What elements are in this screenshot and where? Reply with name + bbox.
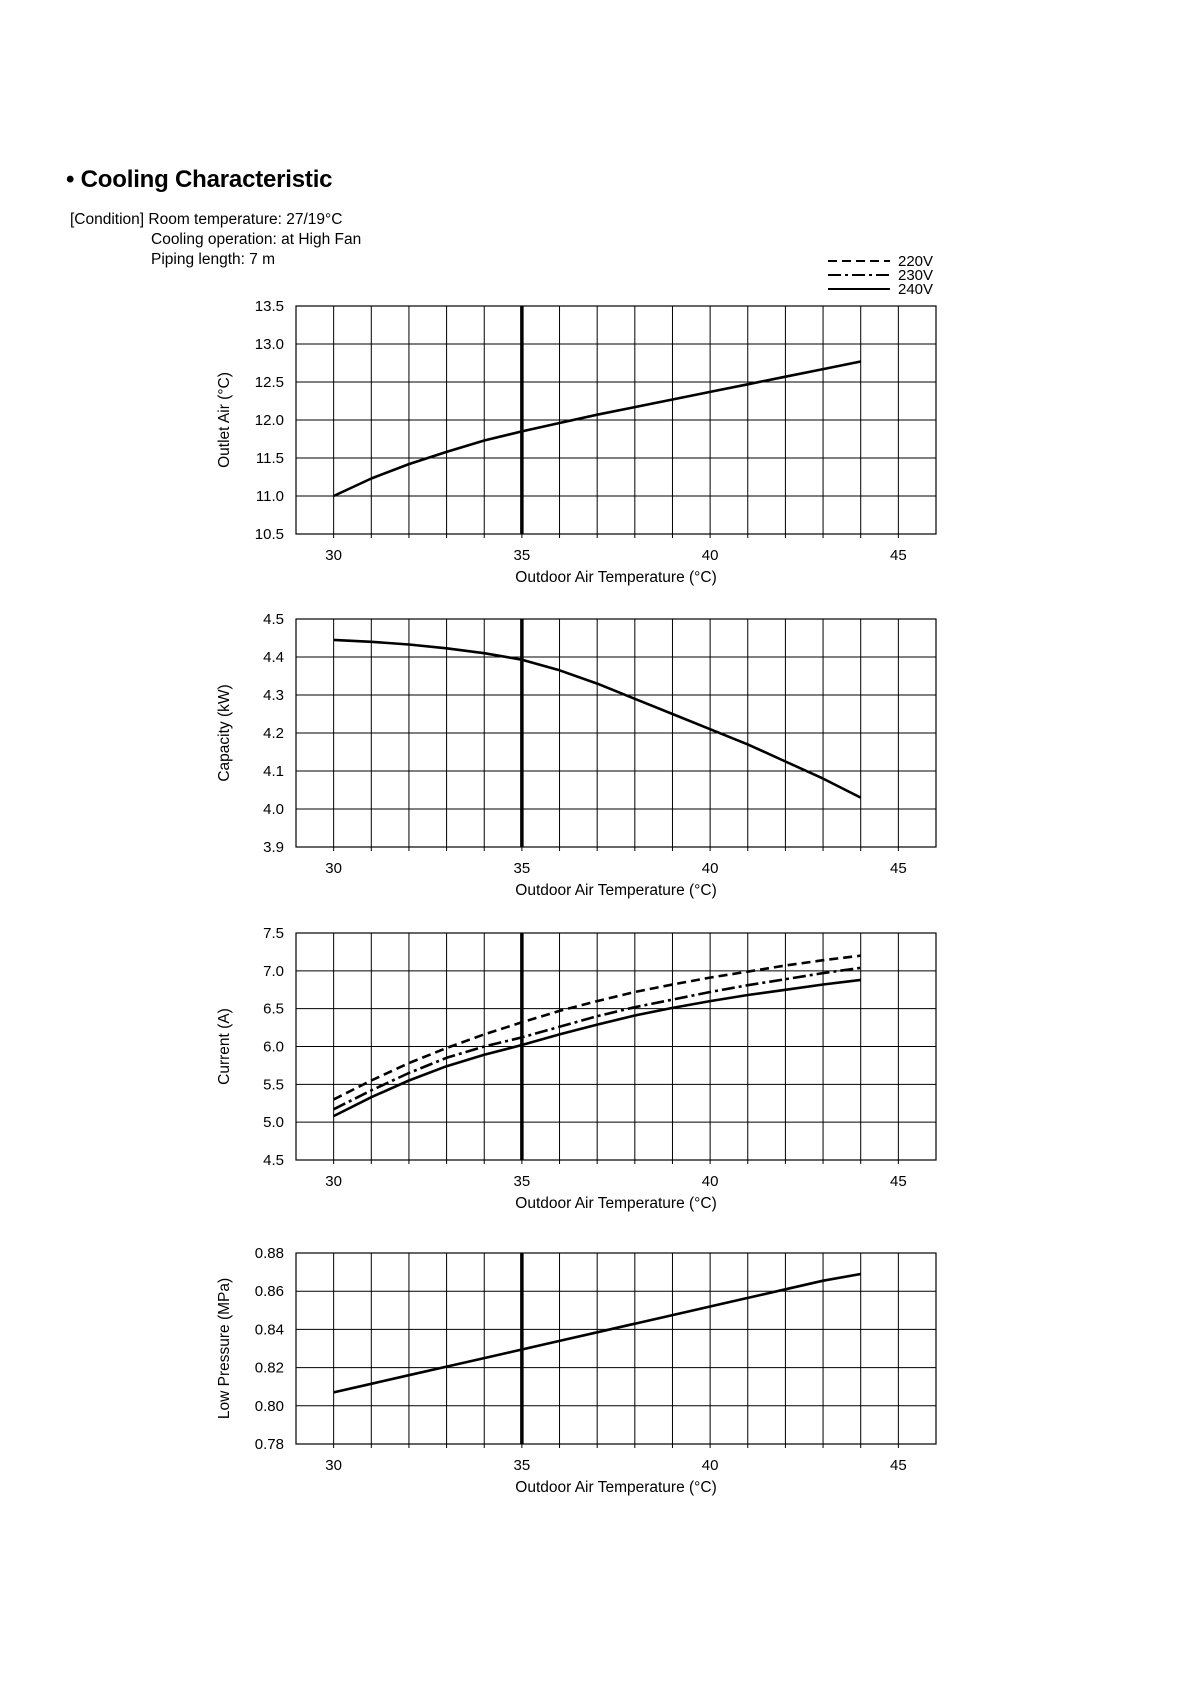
x-tick-label: 30 — [325, 860, 342, 877]
chart-1 — [216, 298, 936, 586]
x-tick-label: 30 — [325, 1457, 342, 1474]
x-tick-label: 45 — [890, 547, 907, 564]
y-tick-label: 6.5 — [263, 1000, 284, 1018]
y-tick-label: 4.4 — [263, 649, 284, 666]
y-tick-label: 0.86 — [254, 1283, 284, 1301]
y-tick-label: 12.0 — [254, 412, 284, 429]
chart-2 — [216, 611, 936, 899]
chart-3 — [216, 925, 936, 1212]
y-axis-label: Outlet Air (°C) — [216, 372, 233, 468]
y-tick-label: 0.84 — [254, 1321, 284, 1339]
y-tick-label: 6.0 — [263, 1038, 284, 1056]
legend-label-220v: 220V — [898, 253, 934, 270]
y-tick-label: 11.0 — [255, 488, 284, 505]
x-tick-label: 30 — [325, 547, 342, 564]
x-tick-label: 35 — [513, 1173, 531, 1190]
x-tick-label: 40 — [701, 547, 719, 564]
x-tick-label: 45 — [890, 860, 907, 877]
y-tick-label: 5.0 — [263, 1114, 284, 1132]
x-axis-label: Outdoor Air Temperature (°C) — [515, 1195, 717, 1212]
condition-room-temperature: [Condition] Room temperature: 27/19°C — [70, 211, 343, 228]
y-tick-label: 7.0 — [263, 962, 284, 980]
page-title: • Cooling Characteristic — [66, 166, 333, 193]
x-tick-label: 35 — [513, 1457, 531, 1474]
plot-frame — [296, 1253, 936, 1444]
y-tick-label: 13.5 — [254, 298, 284, 315]
y-tick-label: 4.3 — [263, 687, 284, 704]
x-axis-label: Outdoor Air Temperature (°C) — [515, 882, 717, 899]
x-axis-label: Outdoor Air Temperature (°C) — [515, 1479, 717, 1496]
y-tick-label: 3.9 — [263, 839, 284, 856]
y-tick-label: 0.82 — [254, 1359, 284, 1377]
legend-label-240v: 240V — [898, 281, 934, 298]
y-tick-label: 4.2 — [263, 725, 284, 742]
x-tick-label: 40 — [701, 1173, 719, 1190]
y-tick-label: 0.88 — [254, 1245, 284, 1262]
y-tick-label: 5.5 — [263, 1076, 284, 1094]
condition-piping-length: Piping length: 7 m — [151, 251, 276, 268]
chart-4 — [216, 1245, 936, 1496]
x-tick-label: 40 — [701, 1457, 719, 1474]
y-tick-label: 4.5 — [263, 611, 284, 628]
x-tick-label: 45 — [890, 1173, 907, 1190]
legend — [828, 253, 933, 298]
legend-label-230v: 230V — [898, 267, 934, 284]
condition-cooling-operation: Cooling operation: at High Fan — [151, 231, 362, 248]
x-tick-label: 40 — [701, 860, 719, 877]
x-tick-label: 45 — [890, 1457, 907, 1474]
y-axis-label: Current (A) — [216, 1008, 233, 1085]
y-tick-label: 4.5 — [263, 1152, 284, 1169]
x-tick-label: 35 — [513, 547, 531, 564]
x-tick-label: 30 — [325, 1173, 342, 1190]
y-tick-label: 4.0 — [263, 801, 284, 818]
y-axis-label: Capacity (kW) — [216, 684, 233, 782]
y-tick-label: 7.5 — [263, 925, 284, 942]
y-tick-label: 13.0 — [254, 336, 284, 353]
y-tick-label: 0.80 — [254, 1397, 284, 1415]
y-tick-label: 12.5 — [254, 374, 284, 391]
y-tick-label: 0.78 — [254, 1436, 284, 1453]
x-tick-label: 35 — [513, 860, 531, 877]
x-axis-label: Outdoor Air Temperature (°C) — [515, 569, 717, 586]
y-tick-label: 10.5 — [254, 526, 284, 543]
y-axis-label: Low Pressure (MPa) — [216, 1277, 233, 1420]
y-tick-label: 4.1 — [263, 763, 284, 780]
y-tick-label: 11.5 — [255, 450, 284, 467]
